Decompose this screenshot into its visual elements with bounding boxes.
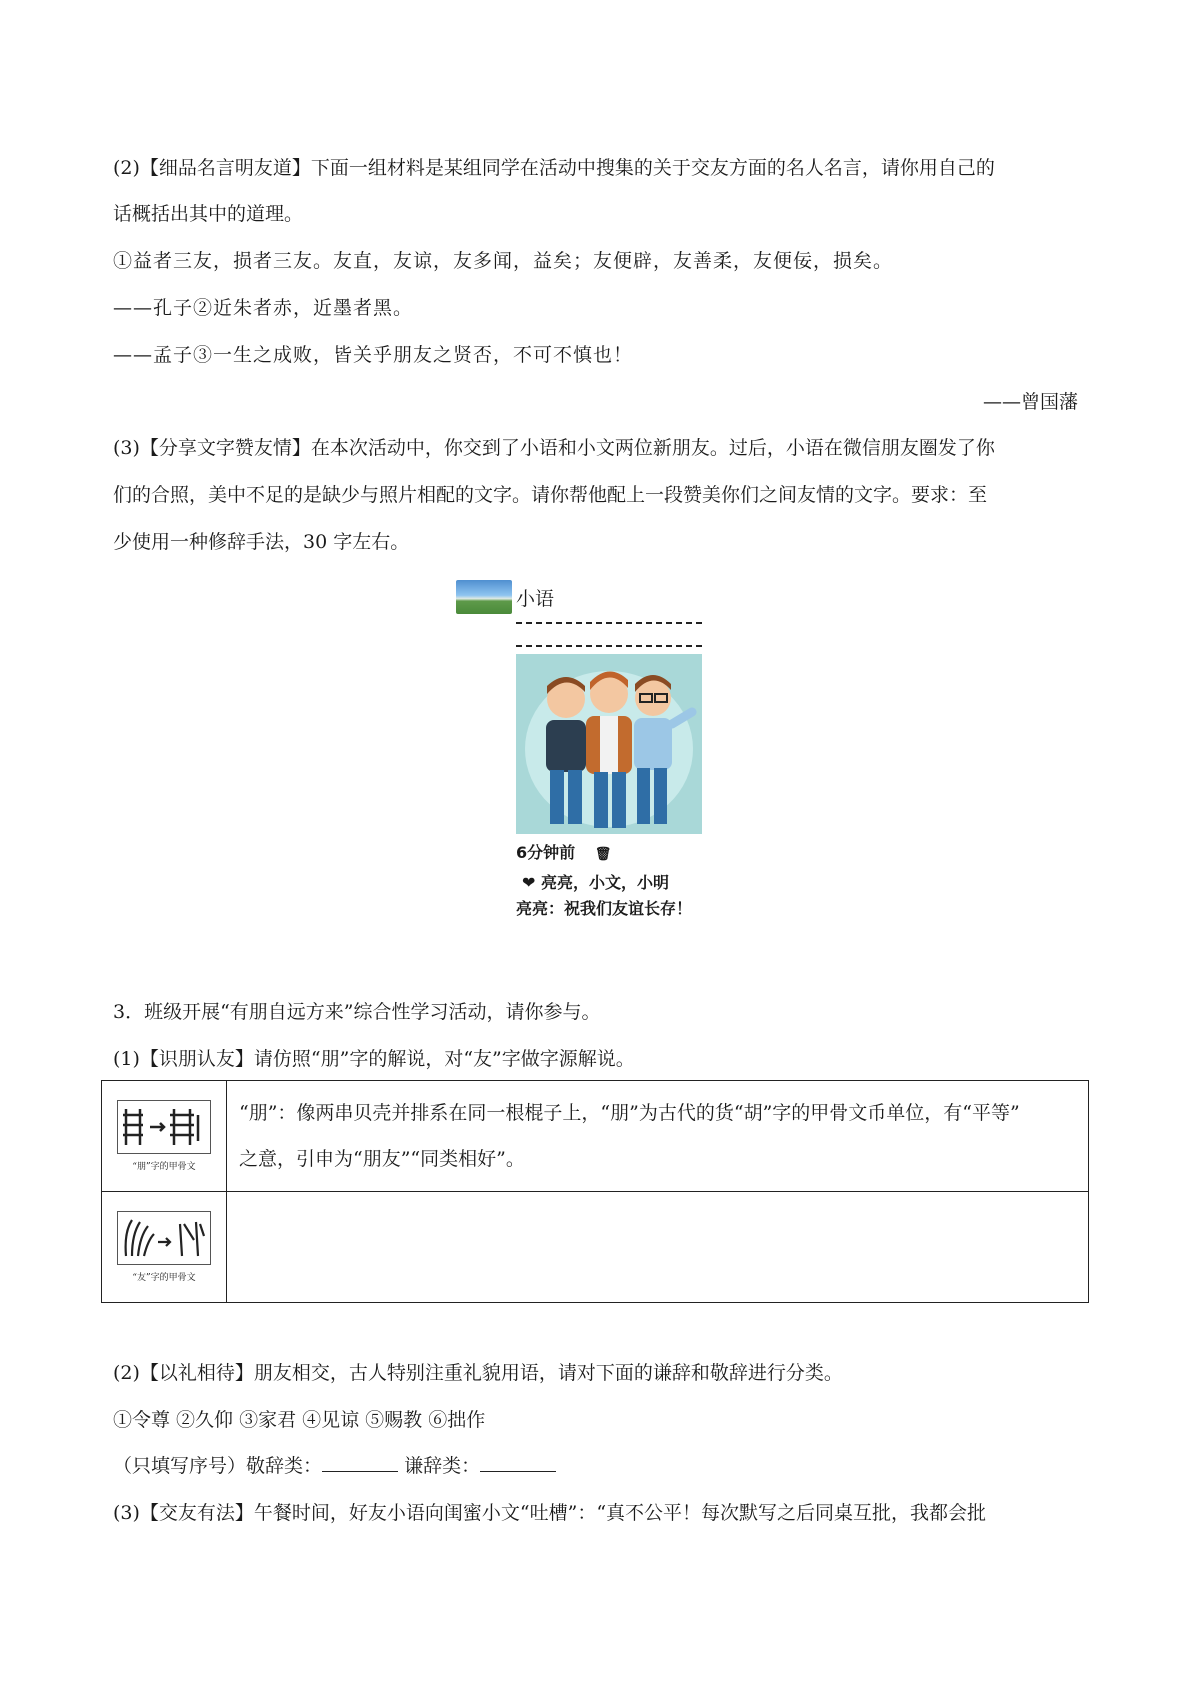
friends-photo (516, 654, 702, 834)
q2-3-line2: 们的合照，美中不足的是缺少与照片相配的文字。请你帮他配上一段赞美你们之间友情的文字。要求：至 (113, 484, 988, 506)
fill-prefix: （只填写序号）敬辞类： (113, 1455, 323, 1477)
peng-text-b: 之意，引申为“朋友”“同类相好”。 (239, 1148, 525, 1170)
you-answer-field[interactable] (227, 1192, 1089, 1303)
q2-3-line1: (3)【分享文字赞友情】在本次活动中，你交到了小语和小文两位新朋友。过后，小语在微信朋友圈发了你 (113, 437, 995, 459)
trash-icon[interactable]: 🗑 (594, 847, 612, 862)
heart-icon: ❤ (522, 873, 536, 892)
oracle-bone-table (101, 1080, 1089, 1303)
table-row (102, 1081, 1089, 1192)
q2-3-line3: 少使用一种修辞手法，30 字左右。 (113, 531, 410, 553)
caption-blank-line-2 (516, 645, 702, 647)
moment-username: 小语 (516, 588, 555, 610)
peng-glyph-cell (102, 1081, 227, 1192)
moment-likes-row (516, 870, 669, 893)
q3-sub2: (2)【以礼相待】朋友相交，古人特别注重礼貌用语，请对下面的谦辞和敬辞进行分类。 (113, 1362, 843, 1384)
you-caption: “友”字的甲骨文 (132, 1273, 196, 1283)
q2-2-line2: 话概括出其中的道理。 (113, 203, 304, 225)
caption-blank-line-1 (516, 622, 702, 624)
moment-comment: 亮亮：祝我们友谊长存！ (516, 899, 693, 918)
peng-caption: “朋”字的甲骨文 (132, 1162, 196, 1172)
respectful-terms-blank[interactable] (322, 1455, 398, 1472)
quote-3-author: ——曾国藩 (982, 391, 1078, 413)
q3-sub1: (1)【识朋认友】请仿照“朋”字的解说，对“友”字做字源解说。 (113, 1048, 635, 1070)
quote-2: ——孔子②近朱者赤，近墨者黑。 (113, 297, 414, 319)
table-row (102, 1192, 1089, 1303)
peng-text-a: “朋”：像两串贝壳并排系在同一根棍子上，“朋”为古代的货“胡”字的甲骨文币单位，有“平等” (239, 1102, 1020, 1124)
moment-time-row (516, 840, 611, 863)
fill-mid: 谦辞类： (404, 1455, 481, 1477)
humble-terms-blank[interactable] (480, 1455, 556, 1472)
quote-3: ——孟子③一生之成败，皆关乎朋友之贤否，不可不慎也！ (113, 344, 634, 366)
you-glyph-cell (102, 1192, 227, 1303)
q2-2-line1: (2)【细品名言明友道】下面一组材料是某组同学在活动中搜集的关于交友方面的名人名言，请你用自己的 (113, 157, 995, 179)
quote-1: ①益者三友，损者三友。友直，友谅，友多闻，益矣；友便辟，友善柔，友便佞，损矣。 (113, 250, 894, 272)
q3-title: 3．班级开展“有朋自远方来”综合性学习活动，请你参与。 (113, 1001, 601, 1023)
peng-explanation (227, 1081, 1089, 1192)
peng-oracle-image (117, 1100, 211, 1154)
you-oracle-image (117, 1211, 211, 1265)
moment-time: 6分钟前 (516, 843, 576, 862)
honorific-options: ①令尊 ②久仰 ③家君 ④见谅 ⑤赐教 ⑥拙作 (113, 1409, 486, 1431)
moment-likes: 亮亮，小文，小明 (540, 873, 669, 892)
avatar (456, 580, 512, 614)
q3-sub3: (3)【交友有法】午餐时间，好友小语向闺蜜小文“吐槽”：“真不公平！每次默写之后同桌互批，我都会批 (113, 1502, 987, 1524)
classification-fill-row (113, 1452, 1078, 1480)
